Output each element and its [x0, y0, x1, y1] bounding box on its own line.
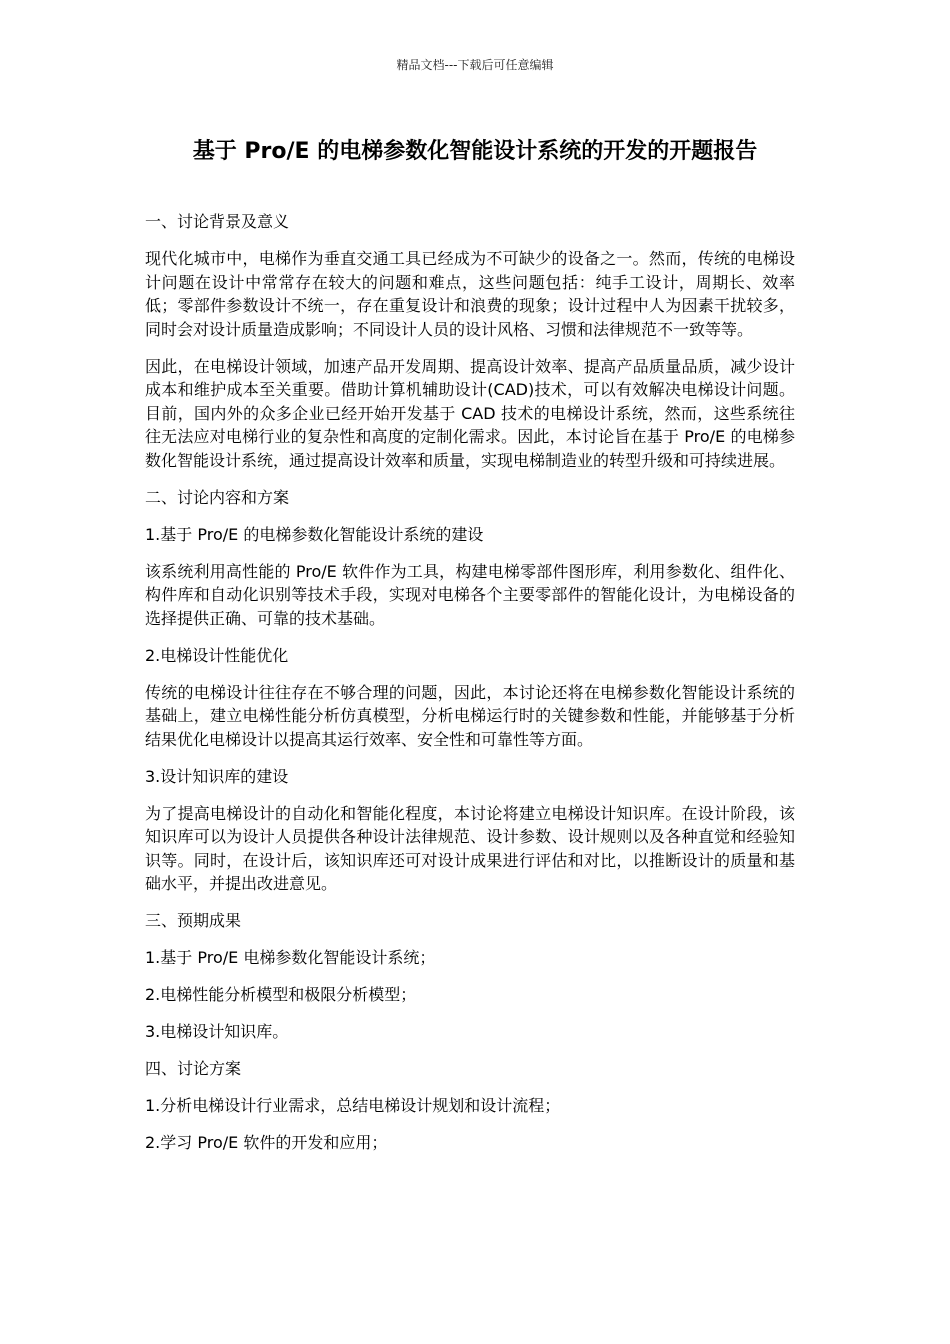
list-item: 2.电梯性能分析模型和极限分析模型； — [145, 985, 417, 1004]
subsection-heading: 2.电梯设计性能优化 — [145, 645, 289, 665]
paragraph: 为了提高电梯设计的自动化和智能化程度，本讨论将建立电梯设计知识库。在设计阶段，该知识库可以为设计人员提供各种设计法律规范、设计参数、设计规则以及各种直觉和经验知识等。同时，在设计后，该知识库还可对设计成果进行评估和对比，以推断设计的质量和基础水平，并提出改进意见。 — [145, 803, 795, 893]
section-heading-content: 二、讨论内容和方案 — [145, 487, 290, 507]
subsection-heading: 3.设计知识库的建设 — [145, 766, 289, 786]
section-heading-background: 一、讨论背景及意义 — [145, 212, 290, 231]
document-title: 基于 Pro/E 的电梯参数化智能设计系统的开发的开题报告 — [192, 139, 758, 164]
list-item: 1.基于 Pro/E 电梯参数化智能设计系统； — [145, 948, 436, 967]
paragraph: 因此，在电梯设计领域，加速产品开发周期、提高设计效率、提高产品质量品质，减少设计成本和维护成本至关重要。借助计算机辅助设计(CAD)技术，可以有效解决电梯设计问题。目前，国内外的众多企业已经开始开发基于 CAD 技术的电梯设计系统，然而，这些系统往往无法应对电梯行业的复杂性和高度的定制化需求。因此，本讨论旨在基于 Pro/E 的电梯参数化智能设计系统，通过提高设计效率和质量，实现电梯制造业的转型升级和可持续进展。 — [145, 356, 795, 470]
list-item: 3.电梯设计知识库。 — [145, 1022, 289, 1041]
paragraph: 传统的电梯设计往往存在不够合理的问题，因此，本讨论还将在电梯参数化智能设计系统的基础上，建立电梯性能分析仿真模型，分析电梯运行时的关键参数和性能，并能够基于分析结果优化电梯设计以提高其运行效率、安全性和可靠性等方面。 — [145, 682, 795, 749]
page-header: 精品文档---下载后可任意编辑 — [396, 58, 554, 72]
document-body — [145, 210, 795, 1168]
list-item: 2.学习 Pro/E 软件的开发和应用； — [145, 1133, 388, 1152]
paragraph: 该系统利用高性能的 Pro/E 软件作为工具，构建电梯零部件图形库，利用参数化、组件化、构件库和自动化识别等技术手段，实现对电梯各个主要零部件的智能化设计，为电梯设备的选择提供正确、可靠的技术基础。 — [145, 561, 795, 628]
subsection-heading: 1.基于 Pro/E 的电梯参数化智能设计系统的建设 — [145, 524, 484, 544]
paragraph: 现代化城市中，电梯作为垂直交通工具已经成为不可缺少的设备之一。然而，传统的电梯设计问题在设计中常常存在较大的问题和难点，这些问题包括：纯手工设计，周期长、效率低；零部件参数设计不统一，存在重复设计和浪费的现象；设计过程中人为因素干扰较多，同时会对设计质量造成影响；不同设计人员的设计风格、习惯和法律规范不一致等等。 — [145, 249, 795, 339]
section-heading-plan: 四、讨论方案 — [145, 1059, 242, 1078]
section-heading-results: 三、预期成果 — [145, 911, 242, 930]
list-item: 1.分析电梯设计行业需求，总结电梯设计规划和设计流程； — [145, 1096, 561, 1115]
